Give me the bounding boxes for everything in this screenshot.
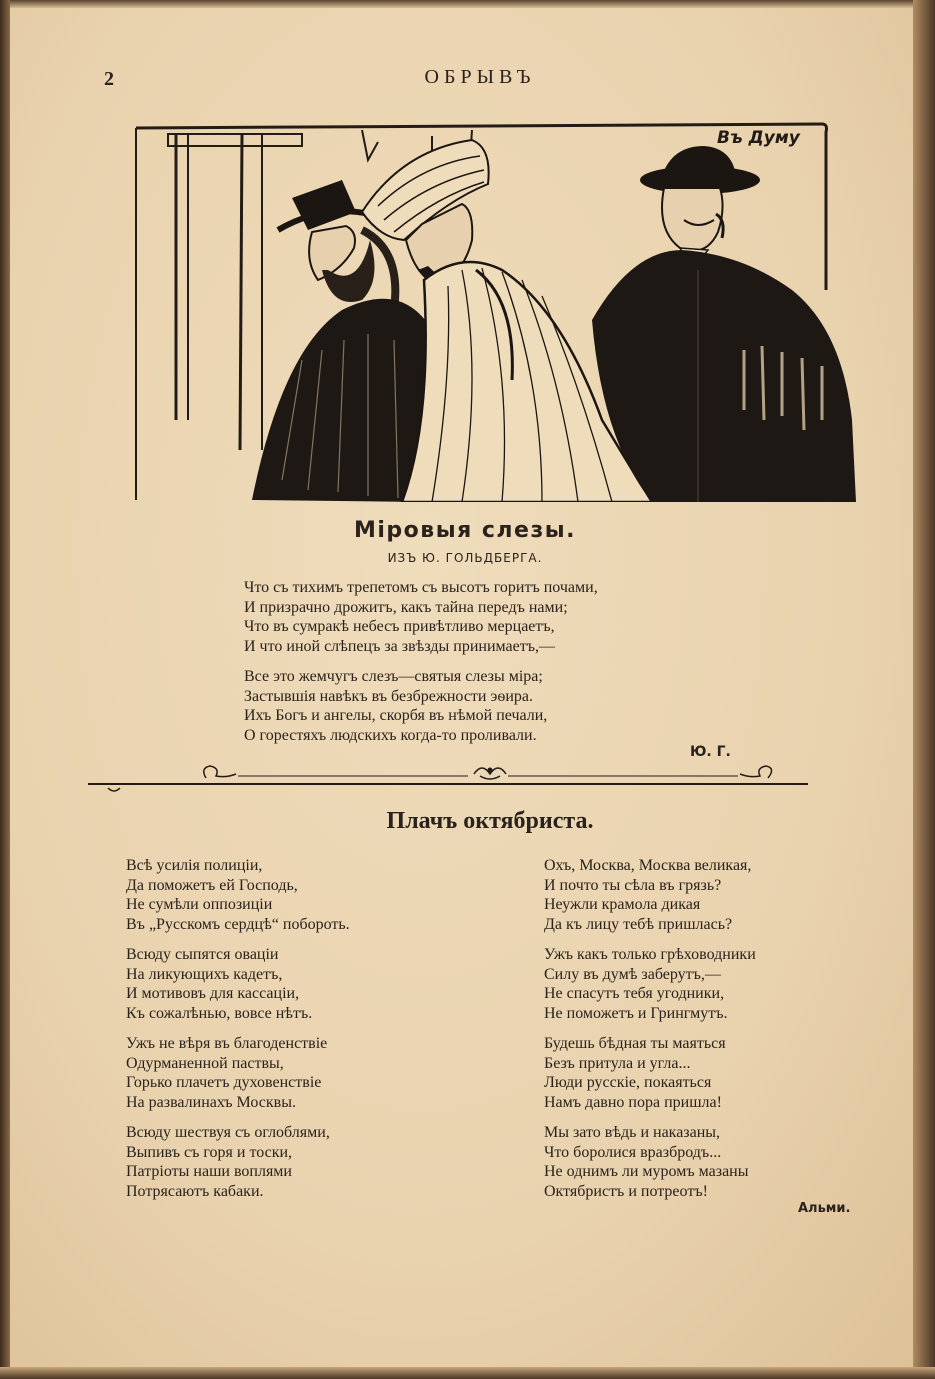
page-edge-left [0,0,10,1379]
verse-line: Въ „Русскомъ сердцѣ“ побороть. [126,915,350,933]
poem1-stanza-1 [244,578,598,656]
verse-line: Ихъ Богъ и ангелы, скорбя въ нѣмой печали, [244,707,548,724]
poem2-right-stanza-1 [544,856,751,934]
verse-line: Потрясаютъ кабаки. [126,1182,264,1200]
verse-line: Намъ давно пора пришла! [544,1093,722,1111]
page-edge-bottom [0,1367,935,1379]
verse-line: Не поможетъ и Грингмутъ. [544,1004,728,1022]
page-edge-top [0,0,935,8]
poem2-right-stanza-4 [544,1123,748,1201]
verse-line: О горестяхъ людскихъ когда-то проливали. [244,726,537,744]
verse-line: Выпивъ съ горя и тоски, [126,1143,293,1161]
verse-line: И призрачно дрожитъ, какъ тайна передъ нами; [244,598,568,616]
verse-line: И мотивовъ для кассаціи, [126,985,300,1002]
verse-line: Застывшія навѣкъ въ безбрежности эѳира. [244,687,534,705]
verse-line: Горько плачетъ духовенствіе [126,1074,322,1091]
verse-line: И что иной слѣпецъ за звѣзды принимаетъ,— [244,637,555,655]
verse-line: Силу въ думѣ заберутъ,— [544,965,721,983]
poem2-left-stanza-3 [126,1034,327,1112]
verse-line: Не сумѣли оппозиціи [126,896,273,913]
verse-line: Ужъ не вѣря въ благоденствіе [126,1035,328,1052]
verse-line: Не однимъ ли муромъ мазаны [544,1163,749,1180]
verse-line: Къ сожалѣнью, вовсе нѣтъ. [126,1004,313,1022]
verse-line: Одурманенной паствы, [126,1054,284,1072]
poem2-right-stanza-3 [544,1034,726,1112]
verse-line: Неужли крамола дикая [544,896,701,913]
verse-line: Патріоты наши воплями [126,1163,292,1180]
verse-line: Охъ, Москва, Москва великая, [544,857,752,874]
poem1-stanza-2 [244,667,547,745]
verse-line: Всюду шествуя съ оглоблями, [126,1124,330,1141]
verse-line: Все это жемчугъ слезъ—святыя слезы міра; [244,668,543,685]
poem2-signature: Альми. [798,1201,851,1216]
verse-line: Что съ тихимъ трепетомъ съ высотъ горитъ почами, [244,579,598,596]
poem-title-world-tears: Міровыя слезы. [353,518,576,543]
verse-line: Люди русскіе, покаяться [544,1074,712,1091]
verse-line: И почто ты сѣла въ грязь? [544,876,722,894]
verse-line: На развалинахъ Москвы. [126,1093,296,1111]
verse-line: Что въ сумракѣ небесъ привѣтливо мерцаетъ, [244,618,555,635]
verse-line: Мы зато вѣдь и наказаны, [544,1124,721,1141]
illustration-caption: Въ Думу [717,128,800,148]
verse-line: Всѣ усилія полиціи, [126,857,263,874]
verse-line: На ликующихъ кадетъ, [126,965,283,983]
poem2-right-stanza-2 [544,945,756,1023]
verse-line: Будешь бѣдная ты маяться [544,1035,726,1052]
verse-line: Да поможетъ ей Господь, [126,876,298,894]
verse-line: Да къ лицу тебѣ пришлась? [544,915,733,933]
illustration-three-figures [132,120,856,502]
poem2-left-stanza-2 [126,945,312,1023]
poem-title-octobrist-lament: Плачъ октябриста. [386,808,594,834]
ornamental-divider [88,758,808,798]
verse-line: Ужъ какъ только грѣховодники [544,946,756,963]
verse-line: Октябристъ и потреотъ! [544,1182,708,1200]
verse-line: Всюду сыпятся оваціи [126,946,279,963]
poem-subtitle-attribution: ИЗЪ Ю. ГОЛЬДБЕРГА. [387,551,543,565]
verse-line: Что боролися вразбродъ... [544,1143,722,1161]
page-edge-right [913,0,935,1379]
page-number: 2 [104,68,114,90]
poem1-signature: Ю. Г. [690,744,731,760]
verse-line: Не спасутъ тебя угодники, [544,985,725,1002]
magazine-title: ОБРЫВЪ [424,66,536,88]
verse-line: Безъ притула и угла... [544,1054,691,1072]
poem2-left-stanza-1 [126,856,350,934]
poem2-left-stanza-4 [126,1123,330,1201]
